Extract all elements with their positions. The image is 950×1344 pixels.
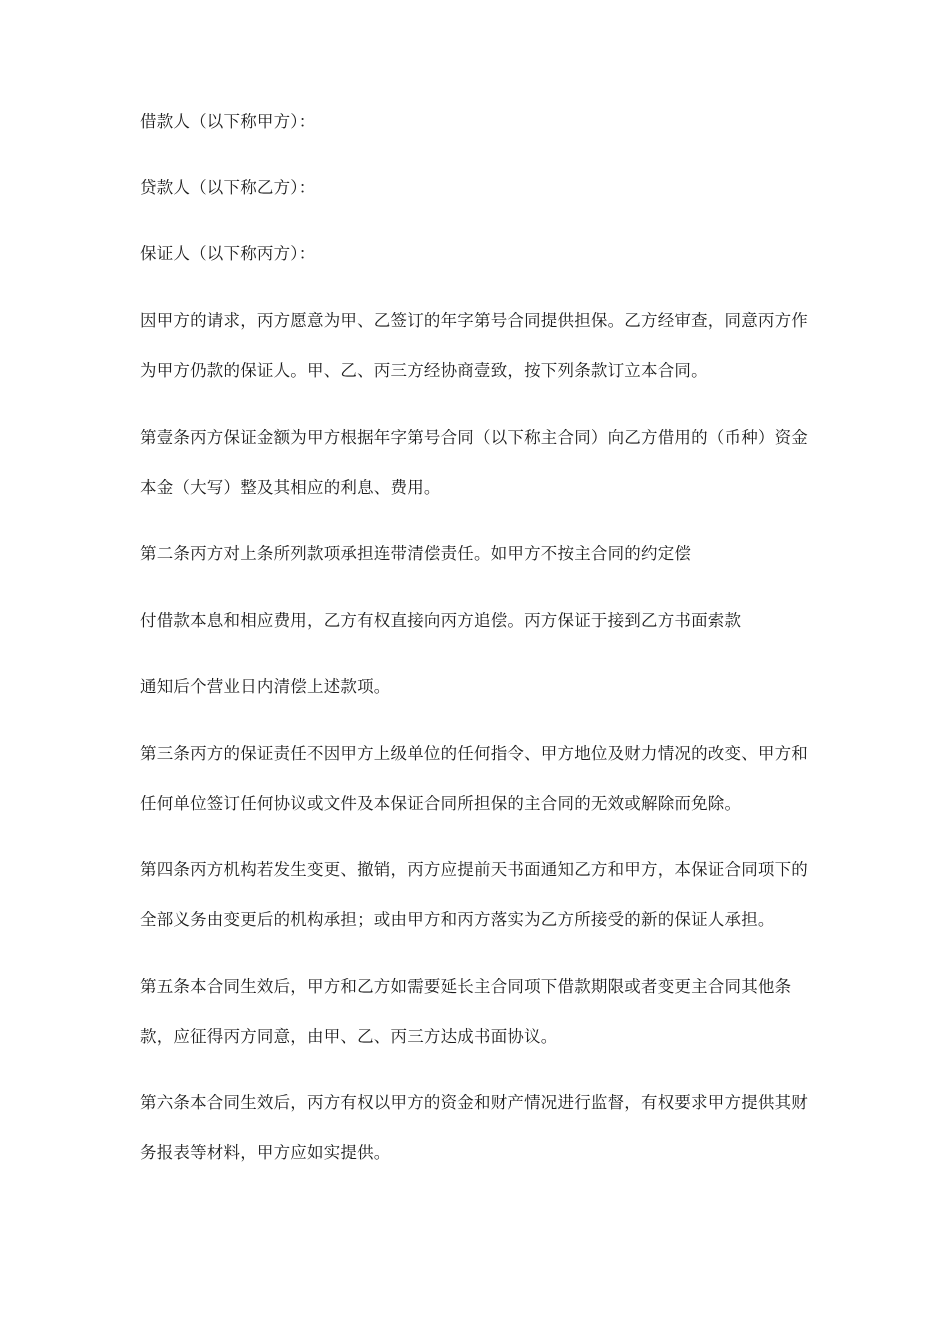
article-1-line-1: 第壹条丙方保证金额为甲方根据年字第号合同（以下称主合同）向乙方借用的（币种）资金: [140, 428, 808, 447]
article-6-line-1: 第六条本合同生效后，丙方有权以甲方的资金和财产情况进行监督，有权要求甲方提供其财: [140, 1093, 808, 1112]
article-6-line-2: 务报表等材料，甲方应如实提供。: [140, 1143, 391, 1162]
article-3-line-1: 第三条丙方的保证责任不因甲方上级单位的任何指令、甲方地位及财力情况的改变、甲方和: [140, 744, 808, 763]
article-4-line-1: 第四条丙方机构若发生变更、撤销，丙方应提前天书面通知乙方和甲方，本保证合同项下的: [140, 860, 808, 879]
preamble-line-2: 为甲方仍款的保证人。甲、乙、丙三方经协商壹致，按下列条款订立本合同。: [140, 361, 708, 380]
article-2-line-3: 通知后个营业日内清偿上述款项。: [140, 677, 391, 696]
article-2-line-2: 付借款本息和相应费用，乙方有权直接向丙方追偿。丙方保证于接到乙方书面索款: [140, 611, 742, 630]
guarantor-line: 保证人（以下称丙方）：: [140, 244, 316, 263]
lender-line: 贷款人（以下称乙方）：: [140, 178, 316, 197]
article-3-line-2: 任何单位签订任何协议或文件及本保证合同所担保的主合同的无效或解除而免除。: [140, 794, 742, 813]
article-1-line-2: 本金（大写）整及其相应的利息、费用。: [140, 478, 441, 497]
article-5-line-1: 第五条本合同生效后，甲方和乙方如需要延长主合同项下借款期限或者变更主合同其他条: [140, 977, 792, 996]
preamble-line-1: 因甲方的请求，丙方愿意为甲、乙签订的年字第号合同提供担保。乙方经审查，同意丙方作: [140, 311, 808, 330]
article-4-line-2: 全部义务由变更后的机构承担；或由甲方和丙方落实为乙方所接受的新的保证人承担。: [140, 910, 775, 929]
borrower-line: 借款人（以下称甲方）：: [140, 112, 316, 131]
article-2-line-1: 第二条丙方对上条所列款项承担连带清偿责任。如甲方不按主合同的约定偿: [140, 544, 692, 563]
article-5-line-2: 款，应征得丙方同意，由甲、乙、丙三方达成书面协议。: [140, 1027, 558, 1046]
